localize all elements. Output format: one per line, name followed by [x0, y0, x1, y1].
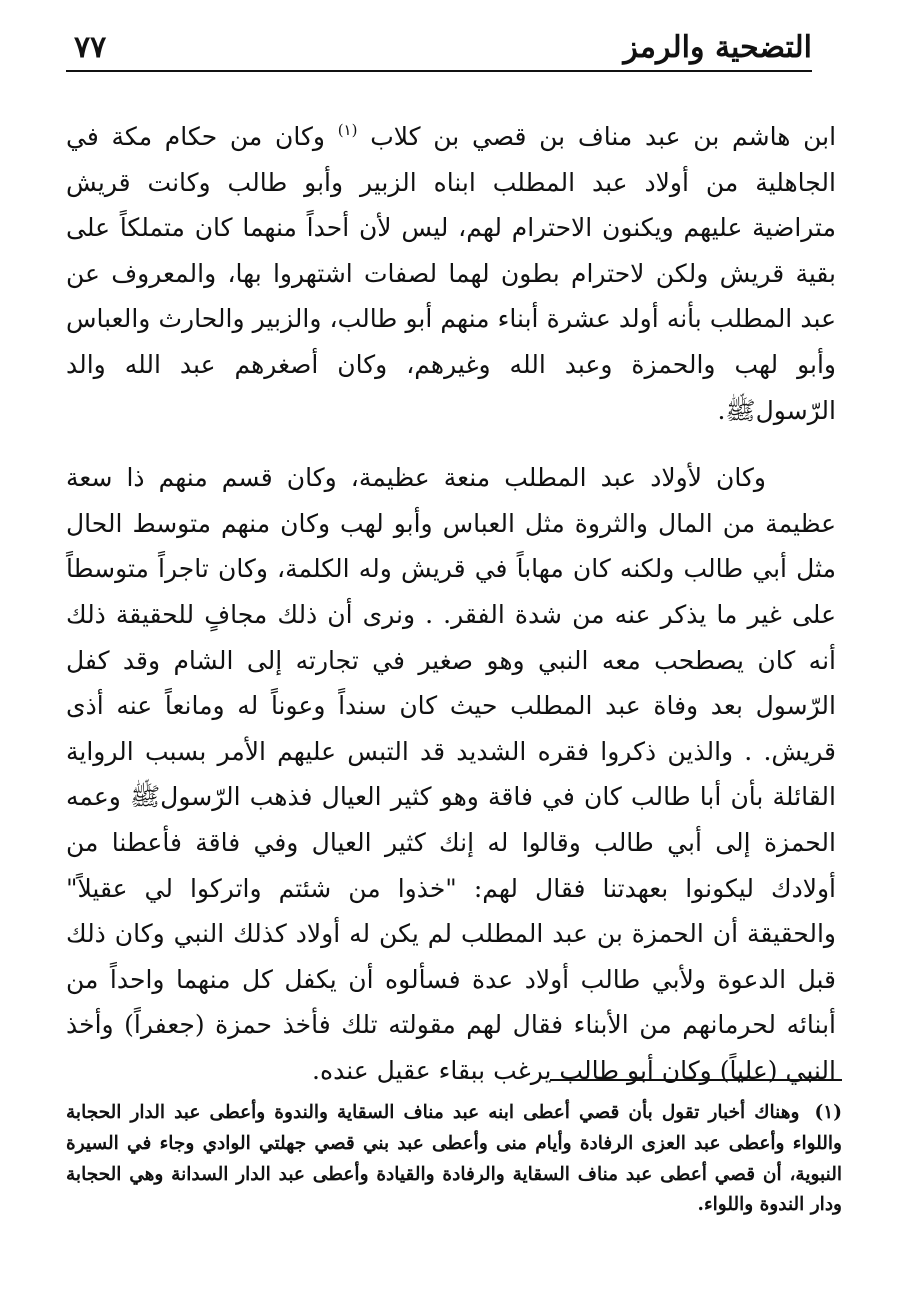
- footnote-divider: [550, 1079, 842, 1081]
- footnote: [66, 1098, 842, 1221]
- running-title: التضحية والرمز: [623, 30, 812, 65]
- paragraph-1-start: ابن هاشم بن عبد مناف بن قصي بن كلاب: [370, 122, 837, 151]
- page-header: [66, 22, 812, 72]
- footnote-text: وهناك أخبار تقول بأن قصي أعطى ابنه عبد مناف السقاية والندوة وأعطى عبد الدار الحجابة واللواء وأعطى عبد العزى الرفادة وأيام منى وأعطى عبد بني قصي جهلتي الوادي وجاء في السيرة النبوية، أن قصي أعطى عبد مناف السقاية والرفادة والقيادة وأعطى عبد الدار السدانة وهي الحجابة ودار الندوة واللواء.: [66, 1102, 842, 1216]
- main-text: [66, 114, 836, 1093]
- paragraph-1: [66, 114, 836, 433]
- footnote-reference: (١): [337, 121, 358, 139]
- page-number: ٧٧: [74, 30, 107, 65]
- footnote-marker: (١): [814, 1102, 842, 1123]
- paragraph-1-rest: وكان من حكام مكة في الجاهلية من أولاد عبد المطلب ابناه الزبير وأبو طالب وكانت قريش متراضية عليهم ويكنون الاحترام لهم، ليس لأن أحداً منهما كان متملكاً على بقية قريش ولكن لاحترام بطون لهما لصفات اشتهروا بها، والمعروف عن عبد المطلب بأنه أولد عشرة أبناء منهم أبو طالب، والزبير والحارث والعباس وأبو لهب والحمزة وعبد الله وغيرهم، وكان أصغرهم عبد الله والد الرّسولﷺ.: [66, 122, 836, 425]
- paragraph-2: وكان لأولاد عبد المطلب منعة عظيمة، وكان قسم منهم ذا سعة عظيمة من المال والثروة مثل العباس وأبو لهب وكان منهم متوسط الحال مثل أبي طالب ولكنه كان مهاباً في قريش وله الكلمة، وكان تاجراً متوسطاً على غير ما يذكر عنه من شدة الفقر. . ونرى أن ذلك مجافٍ للحقيقة ذلك أنه كان يصطحب معه النبي وهو صغير في تجارته إلى الشام وقد كفل الرّسول بعد وفاة عبد المطلب حيث كان سنداً وعوناً له ومانعاً عنه أذى قريش. . والذين ذكروا فقره الشديد قد التبس عليهم الأمر بسبب الرواية القائلة بأن أبا طالب كان في فاقة وهو كثير العيال فذهب الرّسولﷺ وعمه الحمزة إلى أبي طالب وقالوا له إنك كثير العيال وفي فاقة فأعطنا من أولادك ليكونوا بعهدتنا فقال لهم: "خذوا من شئتم واتركوا لي عقيلاً" والحقيقة أن الحمزة بن عبد المطلب لم يكن له أولاد كذلك النبي وكان ذلك قبل الدعوة ولأبي طالب أولاد عدة فسألوه أن يكفل كل منهما واحداً من أبنائه لحرمانهم من الأبناء فقال لهم مقولته تلك فأخذ حمزة (جعفراً) وأخذ النبي (علياً) وكان أبو طالب يرغب ببقاء عقيل عنده.: [66, 463, 836, 1085]
